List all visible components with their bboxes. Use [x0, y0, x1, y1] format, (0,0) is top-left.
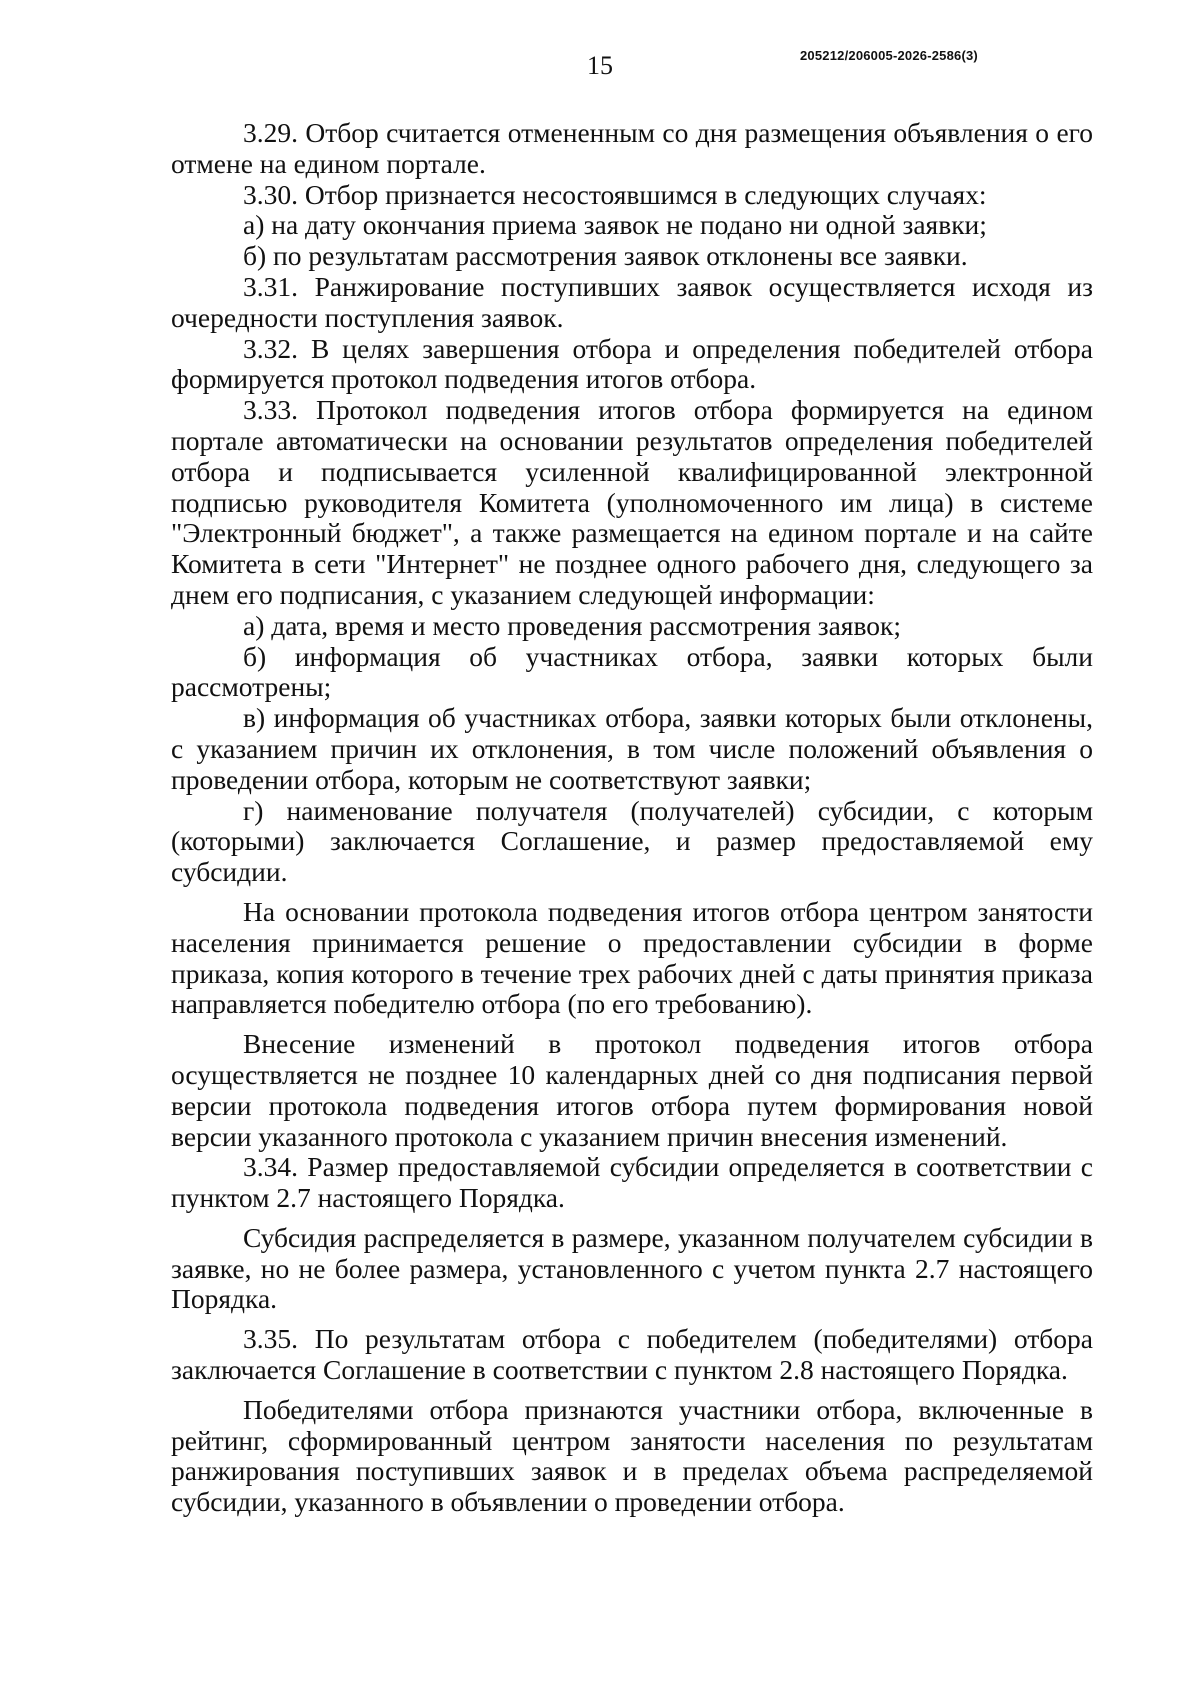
- paragraph-protocol-basis: На основании протокола подведения итогов отбора центром занятости населения принимается решение о предоставлении субсидии в форме приказа, копия которого в течение трех рабочих дней с даты принятия приказа направляется победителю отбора (по его требованию).: [171, 895, 1093, 1020]
- paragraph-3-33-g: г) наименование получателя (получателей) субсидии, с которым (которыми) заключается Соглашение, и размер предоставляемой ему субсидии.: [171, 794, 1093, 888]
- paragraph-3-34: 3.34. Размер предоставляемой субсидии определяется в соответствии с пунктом 2.7 настоящего Порядка.: [171, 1151, 1093, 1214]
- paragraph-subsidy-distribution: Субсидия распределяется в размере, указанном получателем субсидии в заявке, но не более размера, установленного с учетом пункта 2.7 настоящего Порядка.: [171, 1221, 1093, 1315]
- paragraph-3-30: 3.30. Отбор признается несостоявшимся в следующих случаях:: [243, 178, 987, 210]
- paragraph-3-33-a: а) дата, время и место проведения рассмотрения заявок;: [243, 609, 901, 641]
- paragraph-3-31: 3.31. Ранжирование поступивших заявок осуществляется исходя из очередности поступления заявок.: [171, 270, 1093, 333]
- paragraph-3-30-b: б) по результатам рассмотрения заявок отклонены все заявки.: [243, 240, 968, 272]
- document-id: 205212/206005-2026-2586(3): [800, 48, 978, 63]
- paragraph-winners: Победителями отбора признаются участники отбора, включенные в рейтинг, сформированный центром занятости населения по результатам ранжирования поступивших заявок и в пределах объема распределяемой субсидии, указанного в объявлении о проведении отбора.: [171, 1393, 1093, 1518]
- paragraph-3-32: 3.32. В целях завершения отбора и определения победителей отбора формируется протокол подведения итогов отбора.: [171, 332, 1093, 395]
- paragraph-3-35: 3.35. По результатам отбора с победителем (победителями) отбора заключается Соглашение в соответствии с пунктом 2.8 настоящего Порядка.: [171, 1323, 1093, 1386]
- paragraph-protocol-changes: Внесение изменений в протокол подведения итогов отбора осуществляется не позднее 10 календарных дней со дня подписания первой версии протокола подведения итогов отбора путем формирования новой версии указанного протокола с указанием причин внесения изменений.: [171, 1028, 1093, 1152]
- paragraph-3-30-a: а) на дату окончания приема заявок не подано ни одной заявки;: [243, 209, 987, 241]
- paragraph-3-29: 3.29. Отбор считается отмененным со дня размещения объявления о его отмене на едином портале.: [171, 117, 1093, 179]
- paragraph-3-33-b: б) информация об участниках отбора, заявки которых были рассмотрены;: [171, 640, 1093, 703]
- document-body: [171, 118, 1093, 1518]
- paragraph-3-33: 3.33. Протокол подведения итогов отбора формируется на едином портале автоматически на основании результатов определения победителей отбора и подписывается усиленной квалифицированной электронной подписью руководителя Комитета (уполномоченного им лица) в системе "Электронный бюджет", а также размещается на едином портале и на сайте Комитета в сети "Интернет" не позднее одного рабочего дня, следующего за днем его подписания, с указанием следующей информации:: [171, 394, 1093, 610]
- page-number: 15: [587, 51, 613, 80]
- paragraph-3-33-v: в) информация об участниках отбора, заявки которых были отклонены, с указанием причин их отклонения, в том числе положений объявления о проведении отбора, которым не соответствуют заявки;: [171, 702, 1093, 795]
